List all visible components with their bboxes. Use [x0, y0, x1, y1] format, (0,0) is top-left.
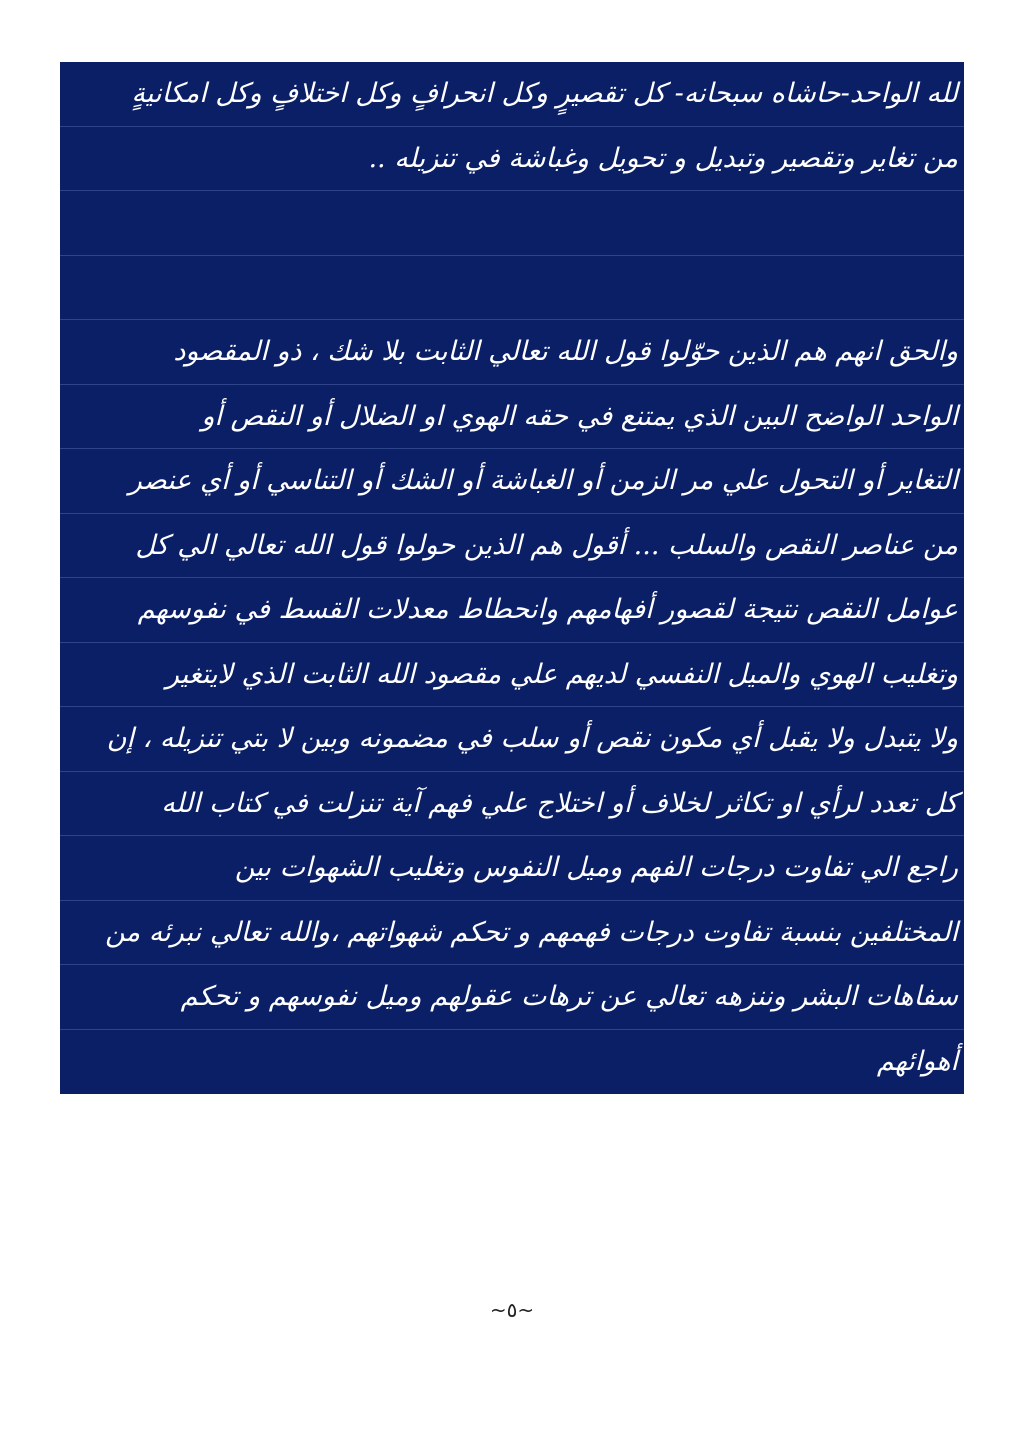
text-line-10: وتغليب الهوي والميل النفسي لديهم علي مقصود الله الثابت الذي لايتغير: [60, 643, 964, 708]
text-line-15: سفاهات البشر وننزهه تعالي عن ترهات عقولهم وميل نفوسهم و تحكم: [60, 965, 964, 1030]
text-line-14: المختلفين بنسبة تفاوت درجات فهمهم و تحكم شهواتهم ،والله تعالي نبرئه من: [60, 901, 964, 966]
blank-line-3: [60, 191, 964, 256]
text-line-12: كل تعدد لرأي او تكاثر لخلاف أو اختلاج علي فهم آية تنزلت في كتاب الله: [60, 772, 964, 837]
text-line-13: راجع الي تفاوت درجات الفهم وميل النفوس وتغليب الشهوات بين: [60, 836, 964, 901]
text-line-2: من تغاير وتقصير وتبديل و تحويل وغباشة في تنزيله ..: [60, 127, 964, 192]
text-line-5: والحق انهم هم الذين حوّلوا قول الله تعالي الثابت بلا شك ، ذو المقصود: [60, 320, 964, 385]
text-line-8: من عناصر النقص والسلب ... أقول هم الذين حولوا قول الله تعالي الي كل: [60, 514, 964, 579]
blank-line-4: [60, 256, 964, 321]
text-line-6: الواحد الواضح البين الذي يمتنع في حقه الهوي او الضلال أو النقص أو: [60, 385, 964, 450]
text-line-11: ولا يتبدل ولا يقبل أي مكون نقص أو سلب في مضمونه وبين لا بتي تنزيله ، إن: [60, 707, 964, 772]
text-block: [60, 62, 964, 1094]
text-line-1: لله الواحد-حاشاه سبحانه- كل تقصيرٍ وكل انحرافٍ وكل اختلافٍ وكل امكانيةٍ: [60, 62, 964, 127]
text-line-16: أهوائهم: [876, 1045, 958, 1077]
page-number: ~٥~: [489, 1298, 535, 1322]
text-line-7: التغاير أو التحول علي مر الزمن أو الغباشة أو الشك أو التناسي أو أي عنصر: [60, 449, 964, 514]
text-line-9: عوامل النقص نتيجة لقصور أفهامهم وانحطاط معدلات القسط في نفوسهم: [60, 578, 964, 643]
